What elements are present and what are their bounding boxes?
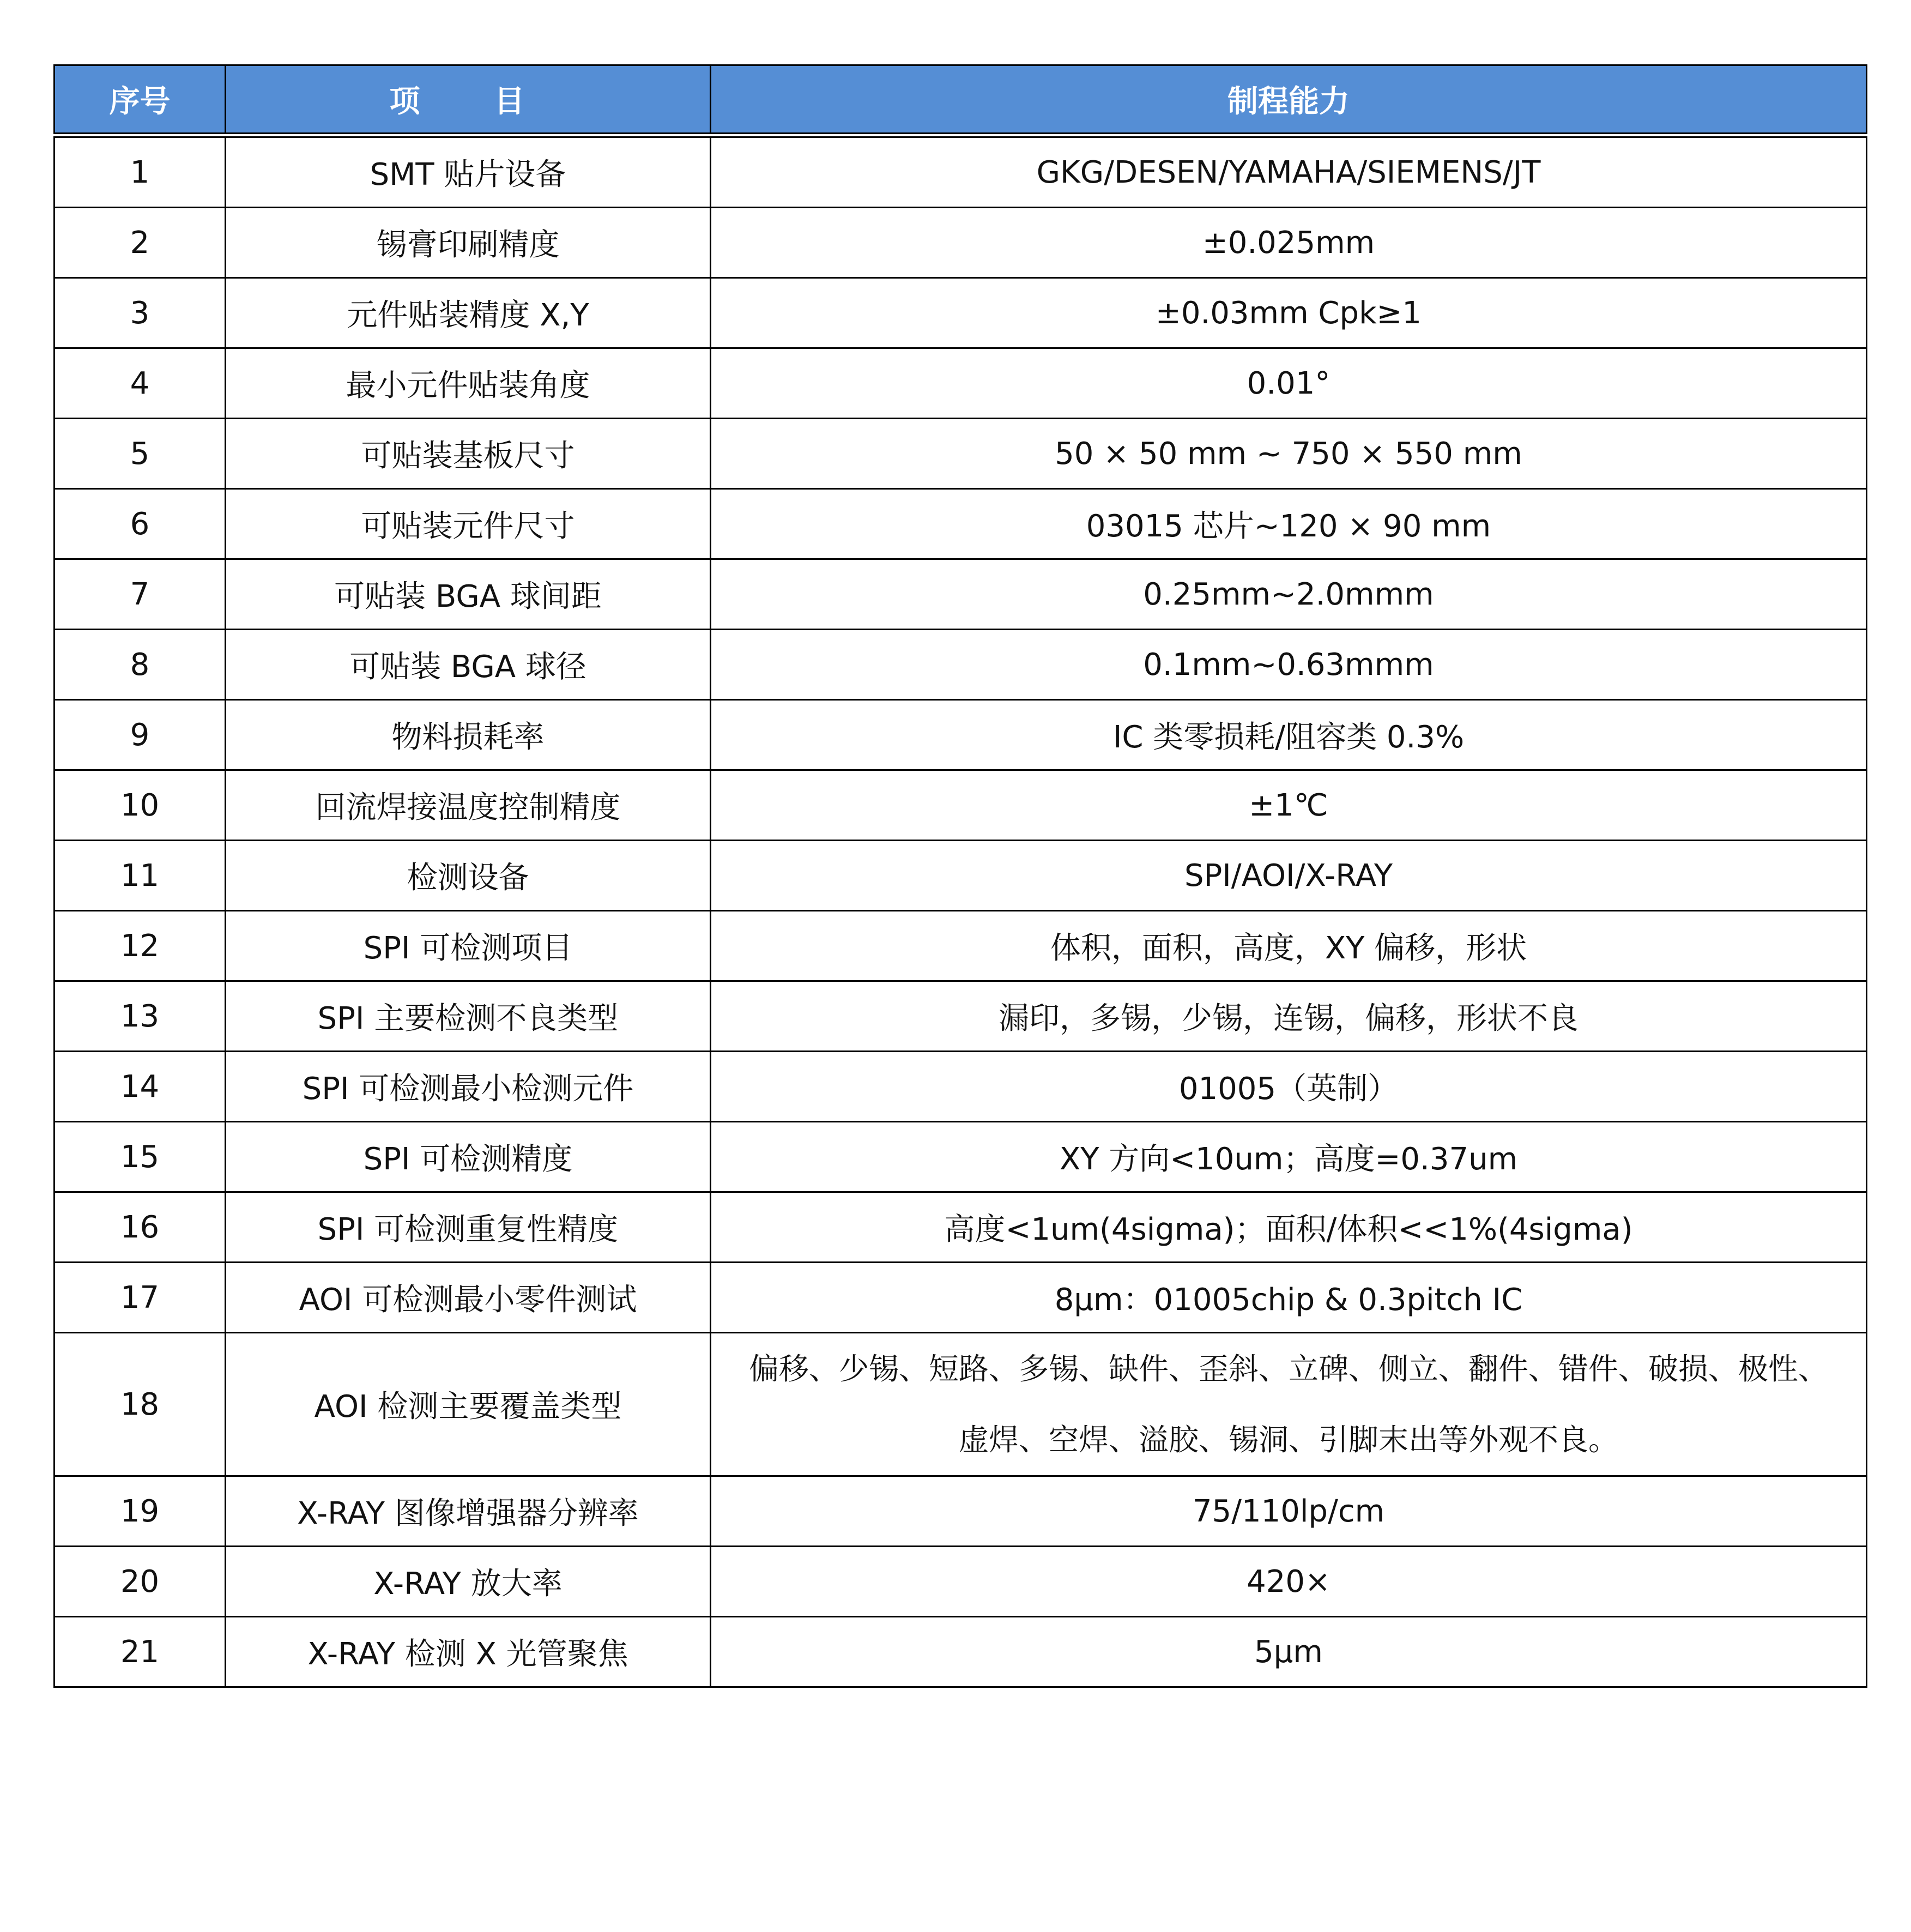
header-number: 序号 bbox=[55, 65, 226, 136]
table-row bbox=[55, 1333, 1867, 1476]
row-item: 最小元件贴装角度 bbox=[226, 348, 711, 419]
row-capability: ±1℃ bbox=[711, 770, 1867, 841]
row-capability: 8μm：01005chip & 0.3pitch IC bbox=[711, 1263, 1867, 1333]
table-row bbox=[55, 1617, 1867, 1687]
row-number: 13 bbox=[55, 981, 226, 1052]
row-item: 锡膏印刷精度 bbox=[226, 208, 711, 278]
table-header bbox=[55, 65, 1867, 136]
row-item: AOI 可检测最小零件测试 bbox=[226, 1263, 711, 1333]
table-row bbox=[55, 135, 1867, 208]
row-number: 5 bbox=[55, 419, 226, 489]
row-number: 11 bbox=[55, 841, 226, 911]
row-capability: 0.1mm~0.63mmm bbox=[711, 630, 1867, 700]
row-capability: 体积，面积，高度，XY 偏移，形状 bbox=[711, 911, 1867, 981]
row-item: X-RAY 图像增强器分辨率 bbox=[226, 1476, 711, 1547]
row-capability: 01005（英制） bbox=[711, 1052, 1867, 1122]
row-number: 9 bbox=[55, 700, 226, 770]
row-number: 4 bbox=[55, 348, 226, 419]
row-item: SMT 贴片设备 bbox=[226, 135, 711, 208]
row-item: 可贴装 BGA 球径 bbox=[226, 630, 711, 700]
row-number: 2 bbox=[55, 208, 226, 278]
row-capability bbox=[711, 1333, 1867, 1476]
table-row bbox=[55, 419, 1867, 489]
row-number: 15 bbox=[55, 1122, 226, 1192]
table-row bbox=[55, 1263, 1867, 1333]
row-item: 检测设备 bbox=[226, 841, 711, 911]
row-capability: 420× bbox=[711, 1547, 1867, 1617]
table-row bbox=[55, 1192, 1867, 1263]
row-item: SPI 可检测最小检测元件 bbox=[226, 1052, 711, 1122]
row-item: 元件贴装精度 X,Y bbox=[226, 278, 711, 348]
row-item: X-RAY 放大率 bbox=[226, 1547, 711, 1617]
row-capability: 03015 芯片~120 × 90 mm bbox=[711, 489, 1867, 559]
table-row bbox=[55, 981, 1867, 1052]
row-number: 1 bbox=[55, 135, 226, 208]
row-number: 20 bbox=[55, 1547, 226, 1617]
table-row bbox=[55, 1052, 1867, 1122]
row-capability: 高度<1um(4sigma)；面积/体积<<1%(4sigma) bbox=[711, 1192, 1867, 1263]
row-item: 可贴装基板尺寸 bbox=[226, 419, 711, 489]
row-number: 21 bbox=[55, 1617, 226, 1687]
row-item: X-RAY 检测 X 光管聚焦 bbox=[226, 1617, 711, 1687]
row-number: 19 bbox=[55, 1476, 226, 1547]
row-capability: XY 方向<10um；高度=0.37um bbox=[711, 1122, 1867, 1192]
row-item: SPI 主要检测不良类型 bbox=[226, 981, 711, 1052]
row-capability: GKG/DESEN/YAMAHA/SIEMENS/JT bbox=[711, 135, 1867, 208]
row-item: SPI 可检测项目 bbox=[226, 911, 711, 981]
process-capability-table bbox=[53, 64, 1867, 1688]
row-item: 物料损耗率 bbox=[226, 700, 711, 770]
capability-line-2: 虚焊、空焊、溢胶、锡洞、引脚末出等外观不良。 bbox=[958, 1422, 1618, 1457]
table-row bbox=[55, 1122, 1867, 1192]
row-capability: 漏印，多锡，少锡，连锡，偏移，形状不良 bbox=[711, 981, 1867, 1052]
row-capability: 75/110lp/cm bbox=[711, 1476, 1867, 1547]
table-body bbox=[55, 135, 1867, 1687]
row-capability: ±0.025mm bbox=[711, 208, 1867, 278]
row-number: 14 bbox=[55, 1052, 226, 1122]
row-item: AOI 检测主要覆盖类型 bbox=[226, 1333, 711, 1476]
row-capability: SPI/AOI/X-RAY bbox=[711, 841, 1867, 911]
header-row bbox=[55, 65, 1867, 136]
row-item: 回流焊接温度控制精度 bbox=[226, 770, 711, 841]
table-row bbox=[55, 278, 1867, 348]
row-number: 8 bbox=[55, 630, 226, 700]
table-row bbox=[55, 630, 1867, 700]
row-capability: 0.25mm~2.0mmm bbox=[711, 559, 1867, 630]
row-number: 10 bbox=[55, 770, 226, 841]
row-capability: 50 × 50 mm ~ 750 × 550 mm bbox=[711, 419, 1867, 489]
row-capability: 5μm bbox=[711, 1617, 1867, 1687]
table-row bbox=[55, 841, 1867, 911]
row-number: 12 bbox=[55, 911, 226, 981]
header-capability: 制程能力 bbox=[711, 65, 1867, 136]
table-row bbox=[55, 1476, 1867, 1547]
row-item: SPI 可检测重复性精度 bbox=[226, 1192, 711, 1263]
row-item: 可贴装 BGA 球间距 bbox=[226, 559, 711, 630]
table-row bbox=[55, 911, 1867, 981]
header-item: 项 目 bbox=[226, 65, 711, 136]
table-row bbox=[55, 489, 1867, 559]
row-number: 16 bbox=[55, 1192, 226, 1263]
capability-line-1: 偏移、少锡、短路、多锡、缺件、歪斜、立碑、侧立、翻件、错件、破损、极性、 bbox=[748, 1351, 1828, 1386]
row-capability: 0.01° bbox=[711, 348, 1867, 419]
table-row bbox=[55, 770, 1867, 841]
row-number: 7 bbox=[55, 559, 226, 630]
row-capability: IC 类零损耗/阻容类 0.3% bbox=[711, 700, 1867, 770]
row-number: 18 bbox=[55, 1333, 226, 1476]
table-row bbox=[55, 348, 1867, 419]
table-row bbox=[55, 559, 1867, 630]
row-capability: ±0.03mm Cpk≥1 bbox=[711, 278, 1867, 348]
table-row bbox=[55, 1547, 1867, 1617]
row-number: 3 bbox=[55, 278, 226, 348]
table-row bbox=[55, 700, 1867, 770]
row-item: SPI 可检测精度 bbox=[226, 1122, 711, 1192]
table-row bbox=[55, 208, 1867, 278]
row-item: 可贴装元件尺寸 bbox=[226, 489, 711, 559]
row-number: 6 bbox=[55, 489, 226, 559]
row-number: 17 bbox=[55, 1263, 226, 1333]
